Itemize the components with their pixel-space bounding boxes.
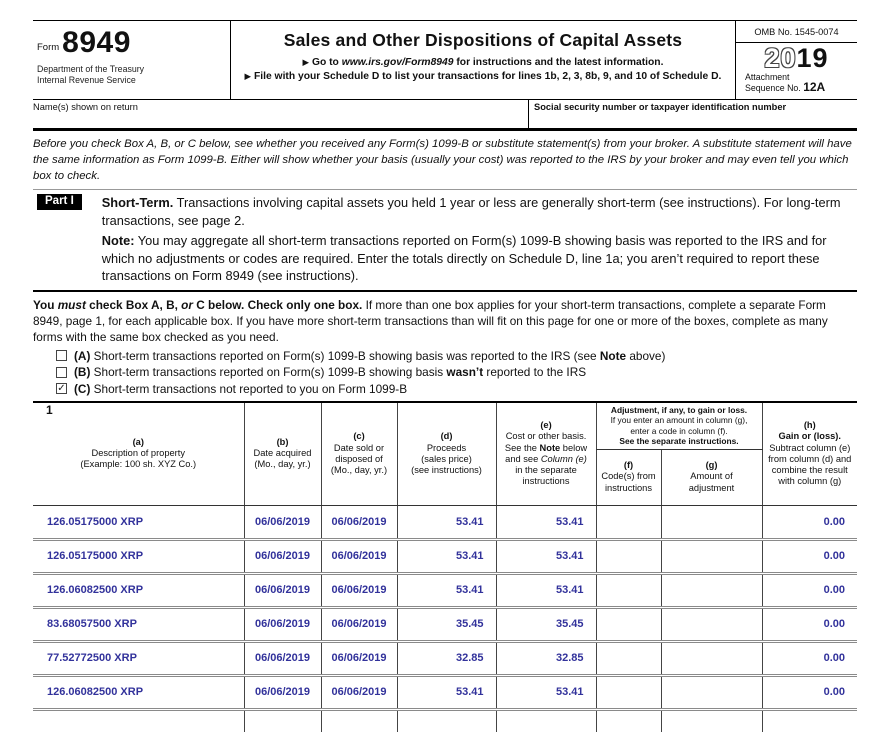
checkbox-a-post: above) [626, 348, 666, 363]
box-instruction-bold: C below. Check only one box. [192, 297, 363, 312]
form-header [33, 20, 857, 100]
attachment-label: Attachment [745, 72, 790, 82]
cell-gain: 0.00 [762, 641, 857, 675]
cell-date-sold: 06/06/2019 [321, 573, 397, 607]
attachment-sequence [736, 73, 857, 93]
part1-note [102, 232, 857, 285]
col-header-gain-loss: (h) Gain or (loss). Subtract column (e) from column (d) and combine the result with column (g) [762, 402, 857, 505]
cell-adjustment [661, 505, 762, 539]
instruction-line-2 [231, 71, 735, 82]
table-row [33, 675, 857, 709]
cell-cost: 32.85 [496, 641, 596, 675]
cell-description: 126.05175000 XRP [33, 539, 244, 573]
checkbox-a-label: (A) [74, 348, 91, 363]
cell-gain: 0.00 [762, 607, 857, 641]
cell-date-sold: 06/06/2019 [321, 505, 397, 539]
table-row [33, 607, 857, 641]
sequence-value: 12A [803, 79, 826, 94]
cell-proceeds: 53.41 [397, 573, 496, 607]
cell-code [596, 573, 661, 607]
form-title: Sales and Other Dispositions of Capital Assets [283, 30, 683, 50]
cell-date-sold: 06/06/2019 [321, 641, 397, 675]
instruction1-pre: Go to [309, 57, 342, 68]
box-instruction [33, 292, 857, 345]
checkbox-c-text: Short-term transactions not reported to you on Form 1099-B [90, 381, 408, 396]
checkbox-row-b [56, 364, 857, 381]
ssn-field: Social security number or taxpayer identification number [528, 100, 857, 128]
omb-number: OMB No. 1545-0074 [736, 21, 857, 43]
box-instruction-bold: check Box A, B, [85, 297, 182, 312]
cell-adjustment [661, 675, 762, 709]
cell-proceeds: 35.45 [397, 607, 496, 641]
arrow-icon: ▶ [302, 57, 310, 67]
cell-date-acquired: 06/06/2019 [244, 607, 321, 641]
table-row [33, 539, 857, 573]
name-ssn-row [33, 100, 857, 131]
form-number-block [33, 21, 230, 99]
table-row [33, 505, 857, 539]
cell-description: 126.06082500 XRP [33, 573, 244, 607]
year-bold-digits: 19 [796, 43, 829, 73]
table-row [33, 641, 857, 675]
table-row [33, 573, 857, 607]
col-header-amount-adjustment: (g) Amount of adjustment [661, 449, 762, 505]
cell-adjustment [661, 641, 762, 675]
checkbox-b[interactable] [56, 367, 67, 378]
cell-adjustment [661, 573, 762, 607]
box-instruction-bold: You [33, 297, 58, 312]
form-number: 8949 [62, 26, 131, 59]
checkbox-c-label: (C) [74, 381, 91, 396]
checkbox-a-text: Short-term transactions reported on Form(s) 1099-B showing basis was reported to the IRS (see [90, 348, 600, 363]
form-title-block [230, 21, 736, 99]
cell-description: 126.05175000 XRP [33, 505, 244, 539]
box-instruction-bold-italic: must [57, 297, 86, 312]
instruction2-text: File with your Schedule D to list your transactions for lines 1b, 2, 3, 8b, 9, and 10 of Schedule D. [251, 71, 722, 82]
sequence-label: Sequence No. [745, 82, 804, 93]
checkbox-b-text: Short-term transactions reported on Form(s) 1099-B showing basis [90, 365, 447, 379]
box-instruction-rest: If more than one box applies for your short-term transactions, complete a separate Form 8949, page 1, for each applicable box. If you have more short-term transactions than will fit on this page for one or more of the boxes, complete as many forms with the same box checked as you need. [33, 297, 828, 344]
year-outline-digits: 20 [764, 43, 797, 73]
cell-description: 83.68057500 XRP [33, 607, 244, 641]
col-header-code: (f) Code(s) from instructions [596, 449, 661, 505]
cell-gain: 0.00 [762, 573, 857, 607]
instruction1-post: for instructions and the latest information. [453, 57, 664, 68]
tax-year [736, 45, 857, 72]
cell-proceeds: 32.85 [397, 641, 496, 675]
cell-cost: 53.41 [496, 539, 596, 573]
cell-gain: 0.00 [762, 539, 857, 573]
cell-code [596, 505, 661, 539]
cell-cost: 53.41 [496, 675, 596, 709]
cell-date-sold: 06/06/2019 [321, 607, 397, 641]
col-header-date-acquired: (b) Date acquired (Mo., day, yr.) [244, 402, 321, 505]
cell-date-acquired: 06/06/2019 [244, 641, 321, 675]
col-header-adjustment-group: Adjustment, if any, to gain or loss. If you enter an amount in column (g), enter a code in column (f). See the separate instructions. [596, 402, 762, 449]
cell-gain: 0.00 [762, 505, 857, 539]
part1-note-text: You may aggregate all short-term transactions reported on Form(s) 1099-B showing basis was reported to the IRS and for which no adjustments or codes are required. Enter the totals directly on Schedule D, line 1a; you aren’t required to report these transactions on Form 8949 (see instructions). [101, 233, 827, 283]
agency-line-2: Internal Revenue Service [37, 74, 136, 85]
part1-heading-text: Transactions involving capital assets you held 1 year or less are generally short-term (see instructions). For long-term transactions, see page 2. [101, 195, 841, 228]
cell-date-acquired: 06/06/2019 [244, 539, 321, 573]
part1-heading-bold: Short-Term. [101, 195, 174, 210]
col-header-cost-basis: (e) Cost or other basis. See the Note below and see Column (e) in the separate instructions [496, 402, 596, 505]
checkbox-b-label: (B) [74, 365, 91, 379]
checkbox-a[interactable] [56, 350, 67, 361]
arrow-icon: ▶ [244, 71, 252, 81]
cell-code [596, 607, 661, 641]
checkbox-b-bold: wasn’t [446, 365, 484, 379]
intro-note: Before you check Box A, B, or C below, see whether you received any Form(s) 1099-B or substitute statement(s) from your broker. A substitute statement will have the same information as Form 1099-B. Either will show whether your basis (usually your cost) was reported to the IRS by your broker and may even tell you which box to check. [33, 131, 857, 190]
cell-code [596, 641, 661, 675]
cell-code [596, 539, 661, 573]
cell-adjustment [661, 539, 762, 573]
cell-date-sold: 06/06/2019 [321, 675, 397, 709]
col-header-proceeds: (d) Proceeds (sales price) (see instructions) [397, 402, 496, 505]
form-word: Form [37, 42, 60, 53]
checkbox-a-bold: Note [599, 348, 627, 363]
col-header-description: 1 (a) Description of property (Example: 100 sh. XYZ Co.) [33, 402, 244, 505]
cell-cost: 53.41 [496, 505, 596, 539]
table-row-partial [33, 709, 857, 732]
cell-adjustment [661, 607, 762, 641]
cell-cost: 53.41 [496, 573, 596, 607]
cell-date-acquired: 06/06/2019 [244, 573, 321, 607]
part1-label: Part I [37, 194, 82, 210]
cell-date-acquired: 06/06/2019 [244, 675, 321, 709]
irs-url: www.irs.gov/Form8949 [341, 57, 454, 68]
cell-date-sold: 06/06/2019 [321, 539, 397, 573]
box-instruction-bold-italic: or [181, 297, 193, 312]
cell-proceeds: 53.41 [397, 539, 496, 573]
cell-proceeds: 53.41 [397, 675, 496, 709]
cell-description: 77.52772500 XRP [33, 641, 244, 675]
cell-gain: 0.00 [762, 675, 857, 709]
part1-section [33, 190, 857, 292]
agency-line-1: Department of the Treasury [37, 64, 145, 74]
checkbox-b-post: reported to the IRS [483, 365, 587, 379]
checkbox-c[interactable]: ✓ [57, 383, 66, 395]
part1-note-bold: Note: [101, 233, 135, 248]
checkbox-row-c [56, 381, 857, 398]
cell-code [596, 675, 661, 709]
instruction-line-1 [231, 57, 735, 68]
cell-proceeds: 53.41 [397, 505, 496, 539]
checkbox-row-a [56, 348, 857, 365]
cell-date-acquired: 06/06/2019 [244, 505, 321, 539]
name-field: Name(s) shown on return [33, 102, 138, 112]
omb-year-block [736, 21, 857, 99]
box-options [56, 348, 857, 398]
col-header-date-sold: (c) Date sold or disposed of (Mo., day, yr.) [321, 402, 397, 505]
part1-heading [102, 194, 857, 229]
cell-description: 126.06082500 XRP [33, 675, 244, 709]
cell-cost: 35.45 [496, 607, 596, 641]
line-number: 1 [46, 403, 53, 417]
transactions-table [33, 401, 857, 732]
